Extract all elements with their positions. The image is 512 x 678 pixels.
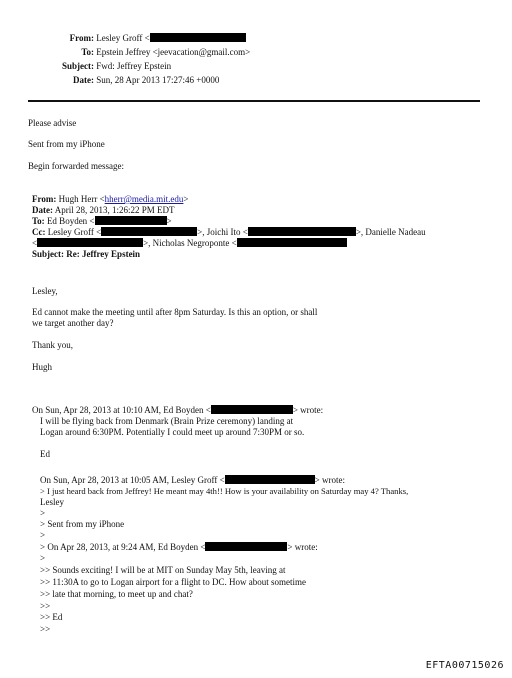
attribution-suffix: > wrote: (292, 405, 324, 415)
fwd-cc-row (32, 227, 426, 237)
ed-original-attribution (40, 542, 318, 552)
fwd-to-row (32, 216, 172, 226)
to-label: To: (81, 47, 94, 57)
ed-reply-signature: Ed (40, 449, 50, 459)
fwd-cc-open: < (32, 238, 38, 248)
fwd-subject-row (32, 249, 140, 259)
redaction-bar (150, 33, 246, 42)
bates-number: EFTA00715026 (425, 660, 504, 671)
fwd-cc-row-2 (32, 238, 347, 248)
fwd-cc-nicholas: >, Nicholas Negroponte < (143, 238, 237, 248)
fwd-to-close: > (166, 216, 172, 226)
fwd-date-value: April 28, 2013, 1:26:22 PM EDT (54, 205, 175, 215)
to-value: Epstein Jeffrey <jeevacation@gmail.com> (96, 47, 251, 57)
ed-reply-line-2: Logan around 6:30PM. Potentially I could meet up around 7:30PM or so. (40, 427, 305, 437)
to-row (48, 47, 250, 57)
redaction-bar (37, 238, 143, 247)
hugh-signature: Hugh (32, 362, 52, 372)
fwd-from-email-link[interactable]: hherr@media.mit.edu (104, 194, 184, 204)
from-value: Lesley Groff < (96, 33, 150, 43)
fwd-cc-danielle: >, Danielle Nadeau (355, 227, 426, 237)
date-label: Date: (73, 75, 94, 85)
fwd-cc-joichi: >, Joichi Ito < (197, 227, 248, 237)
ed-reply-line-1: I will be flying back from Denmark (Brain Prize ceremony) landing at (40, 416, 294, 426)
intro-line-1: Please advise (28, 118, 77, 128)
fwd-date-row (32, 205, 175, 215)
ed-original-line-1: > (40, 553, 46, 563)
redaction-bar (237, 238, 347, 247)
fwd-to-label: To: (32, 216, 45, 226)
redaction-bar (101, 227, 197, 236)
lesley-reply-line-5: > (40, 530, 46, 540)
ed-original-line-7: >> (40, 624, 51, 634)
intro-line-2: Sent from my iPhone (28, 139, 105, 149)
subject-label: Subject: (62, 61, 94, 71)
fwd-from-row (32, 194, 189, 204)
ed-original-line-2: >> Sounds exciting! I will be at MIT on Sunday May 5th, leaving at (40, 565, 286, 575)
fwd-cc-label: Cc: (32, 227, 46, 237)
fwd-from-label: From: (32, 194, 57, 204)
redaction-bar (211, 405, 293, 414)
fwd-subject-value: Re: Jeffrey Epstein (66, 249, 141, 259)
subject-value: Fwd: Jeffrey Epstein (96, 61, 172, 71)
fwd-subject-label: Subject: (32, 249, 64, 259)
ed-original-line-4: >> late that morning, to meet up and chat? (40, 589, 193, 599)
ed-original-line-5: >> (40, 601, 51, 611)
ed-reply-attribution (32, 405, 323, 415)
ed-original-line-6: >> Ed (40, 612, 63, 622)
header-divider (28, 100, 480, 102)
from-label: From: (69, 33, 94, 43)
fwd-from-close: > (183, 194, 189, 204)
redaction-bar (95, 216, 167, 225)
hugh-body-line-1: Ed cannot make the meeting until after 8pm Saturday. Is this an option, or shall (32, 307, 318, 317)
lesley-reply-line-2: Lesley (40, 497, 64, 507)
redaction-bar (205, 542, 287, 551)
lesley-reply-line-1: > I just heard back from Jeffrey! He meant may 4th!! How is your availability on Saturday may 4? Thanks, (40, 486, 409, 496)
lesley-reply-attribution (40, 475, 345, 485)
attribution-prefix: > On Apr 28, 2013, at 9:24 AM, Ed Boyden < (40, 542, 206, 552)
hugh-thanks: Thank you, (32, 340, 73, 350)
attribution-suffix: > wrote: (287, 542, 318, 552)
ed-original-line-3: >> 11:30A to go to Logan airport for a flight to DC. How about sometime (40, 577, 307, 587)
lesley-reply-line-4: > Sent from my iPhone (40, 519, 125, 529)
subject-row (48, 61, 171, 71)
hugh-body-line-2: we target another day? (32, 318, 114, 328)
lesley-reply-line-3: > (40, 508, 46, 518)
date-value: Sun, 28 Apr 2013 17:27:46 +0000 (96, 75, 220, 85)
from-row (48, 33, 246, 43)
redaction-bar (225, 475, 315, 484)
date-row (48, 75, 219, 85)
fwd-cc-value: Lesley Groff < (47, 227, 102, 237)
fwd-to-value: Ed Boyden < (46, 216, 95, 226)
fwd-date-label: Date: (32, 205, 53, 215)
redaction-bar (248, 227, 356, 236)
fwd-from-name: Hugh Herr < (58, 194, 105, 204)
attribution-prefix: On Sun, Apr 28, 2013 at 10:05 AM, Lesley Groff < (40, 475, 225, 485)
intro-line-3: Begin forwarded message: (28, 161, 124, 171)
attribution-prefix: On Sun, Apr 28, 2013 at 10:10 AM, Ed Boyden < (32, 405, 211, 415)
hugh-greeting: Lesley, (32, 286, 58, 296)
attribution-suffix: > wrote: (314, 475, 345, 485)
